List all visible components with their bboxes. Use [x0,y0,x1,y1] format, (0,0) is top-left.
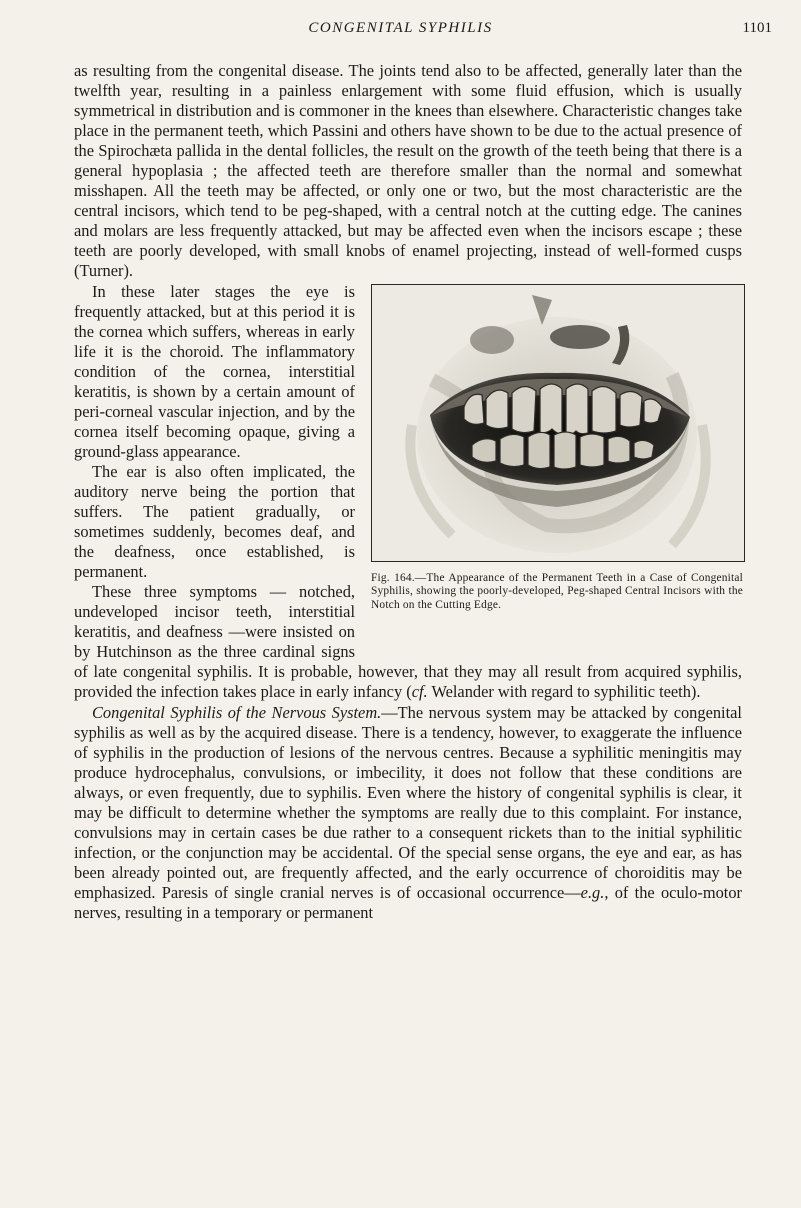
paragraph-ear: The ear is also often implicated, the auditory nerve being the portion that suffers. The patient gradually, or sometimes suddenly, becomes deaf, and the deafness, once established, is permanent. [74,461,355,582]
paragraph-eye: In these later stages the eye is frequently attacked, but at this period it is the cornea which suffers, whereas in early life it is the choroid. The inflammatory condition of the cornea, interstitial keratitis, is shown by a certain amount of peri-corneal vascular injection, and by the cornea itself becoming opaque, giving a ground-glass appearance. [74,281,355,461]
figure-164 [365,284,745,658]
teeth-photograph [372,285,744,561]
running-head [0,20,801,44]
running-title: CONGENITAL SYPHILIS [308,20,493,36]
paragraph-nervous-system-text: —The nervous system may be attacked by congenital syphilis as well as by the acquired disease. There is a tendency, however, to exaggerate the influence of syphilis in the production of lesions of the nervous centres. Because a syphilitic meningitis may produce hydrocephalus, convulsions, or imbecility, it does not follow that these conditions are always, or even frequently, due to syphilis. Even where the history of congenital syphilis is clear, it may be difficult to determine whether the symptoms are really due to this complaint. For instance, convulsions may in certain cases be due rather to a consequent rickets than to the initial syphilitic infection, or the conjunction may be accidental. Of the special sense organs, the eye and ear, as has been already pointed out, are frequently affected, and the early occurrence of choroiditis may be emphasized. Paresis of single cranial nerves is of occasional occurrence— [74,702,742,902]
cf-abbreviation: cf. [411,682,428,702]
figure-image-frame [371,284,745,562]
paragraph-nervous-system [74,703,742,924]
section-heading-nervous-system: Congenital Syphilis of the Nervous System. [92,702,382,722]
eg-abbreviation: e.g. [580,882,605,902]
page-number: 1101 [742,20,772,36]
paragraph-joints-teeth: as resulting from the congenital disease. The joints tend also to be affected, generally later than the twelfth year, resulting in a painless enlargement with some fluid effusion, which is usually symmetrical in distribution and is commoner in the knees than elsewhere. Characteristic changes take place in the permanent teeth, which Passini and others have shown to be due to the actual presence of the Spirochæta pallida in the dental follicles, the result on the growth of the teeth being that there is a general hypoplasia ; the affected teeth are therefore smaller than the normal and somewhat misshapen. All the teeth may be affected, or only one or two, but the most characteristic are the central incisors, which tend to be peg-shaped, with a central notch at the cutting edge. The canines and molars are less frequently attacked, but may be affected even when the incisors escape ; these teeth are poorly developed, with small knobs of enamel projecting, instead of well-formed cusps (Turner). [74,61,742,281]
figure-caption: Fig. 164.—The Appearance of the Permanent Teeth in a Case of Congenital Syphilis, showing the poorly-developed, Peg-shaped Central Incisors with the Notch on the Cutting Edge. [371,571,743,611]
body-text [74,61,742,923]
paragraph-nervous-system-end: , of the oculo-motor nerves, resulting in a temporary or permanent [74,882,742,922]
paragraph-three-symptoms-end: Welander with regard to syphilitic teeth). [427,682,701,702]
paragraph-three-symptoms-text: These three symptoms — notched, undeveloped incisor teeth, interstitial keratitis, and deafness —were insisted on by Hutchinson as the three cardinal signs of late congenital syphilis. It is probable, however, that they may all result from acquired syphilis, provided the infection takes place in early infancy ( [74,582,742,702]
